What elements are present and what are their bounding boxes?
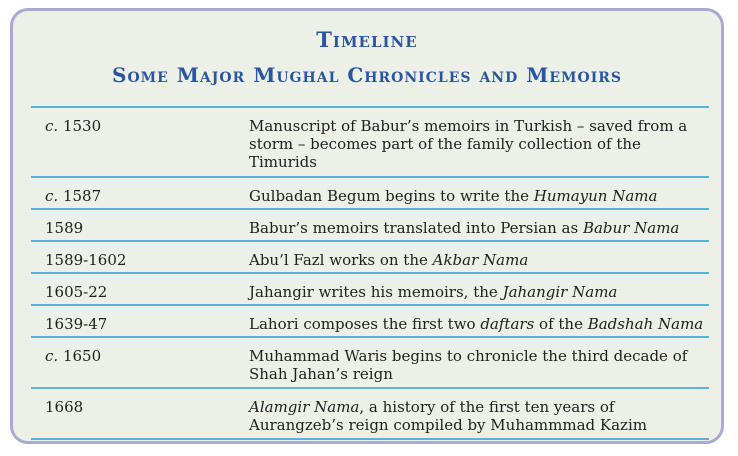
- date-value: 1668: [45, 398, 84, 416]
- row-description: [249, 389, 709, 434]
- table-row: [31, 306, 709, 338]
- work-title: Babur Nama: [582, 219, 680, 237]
- row-description: [249, 108, 709, 171]
- description-text: Babur’s memoirs translated into Persian as: [249, 219, 583, 237]
- table-row: [31, 274, 709, 306]
- row-description: [249, 210, 709, 237]
- date-value: 1605-22: [45, 283, 108, 301]
- row-description: [249, 274, 709, 301]
- work-title: Humayun Nama: [533, 187, 658, 205]
- row-date: [45, 251, 235, 269]
- circa-label: c.: [45, 187, 59, 205]
- row-date: [45, 315, 235, 333]
- table-row: [31, 210, 709, 242]
- work-title: Akbar Nama: [432, 251, 529, 269]
- table-row: [31, 338, 709, 389]
- table-row: [31, 389, 709, 440]
- timeline-title: Timeline: [316, 27, 418, 52]
- work-title: Badshah Nama: [587, 315, 704, 333]
- description-text: Muhammad Waris begins to chronicle the third decade of Shah Jahan’s reign: [249, 347, 688, 383]
- timeline-table: [31, 106, 709, 440]
- description-text: Jahangir writes his memoirs, the: [249, 283, 503, 301]
- table-row: [31, 178, 709, 210]
- date-value: 1530: [58, 117, 102, 135]
- description-text: of the: [534, 315, 588, 333]
- circa-label: c.: [45, 347, 59, 365]
- work-title: Alamgir Nama: [249, 398, 360, 416]
- row-description: [249, 338, 709, 383]
- timeline-panel: [10, 8, 724, 444]
- description-text: Gulbadan Begum begins to write the: [249, 187, 534, 205]
- table-row: [31, 242, 709, 274]
- row-description: [249, 306, 709, 333]
- date-value: 1589-1602: [45, 251, 127, 269]
- date-value: 1650: [58, 347, 102, 365]
- row-description: [249, 178, 709, 205]
- date-value: 1589: [45, 219, 84, 237]
- row-date: [45, 283, 235, 301]
- row-description: [249, 242, 709, 269]
- date-value: 1639-47: [45, 315, 108, 333]
- description-text: Manuscript of Babur’s memoirs in Turkish – saved from a storm – becomes part of the family collection of the Timurids: [249, 117, 688, 171]
- row-date: [45, 117, 235, 135]
- table-row: [31, 108, 709, 178]
- timeline-subtitle: Some Major Mughal Chronicles and Memoirs: [112, 63, 622, 87]
- description-text: , a history of the first ten years of Aurangzeb’s reign compiled by Muhammmad Kazim: [249, 398, 647, 434]
- row-date: [45, 398, 235, 416]
- date-value: 1587: [58, 187, 102, 205]
- description-text: Abu’l Fazl works on the: [249, 251, 433, 269]
- description-text: Lahori composes the first two: [249, 315, 481, 333]
- row-date: [45, 347, 235, 365]
- circa-label: c.: [45, 117, 59, 135]
- row-date: [45, 219, 235, 237]
- work-title: daftars: [480, 315, 535, 333]
- work-title: Jahangir Nama: [502, 283, 618, 301]
- row-date: [45, 187, 235, 205]
